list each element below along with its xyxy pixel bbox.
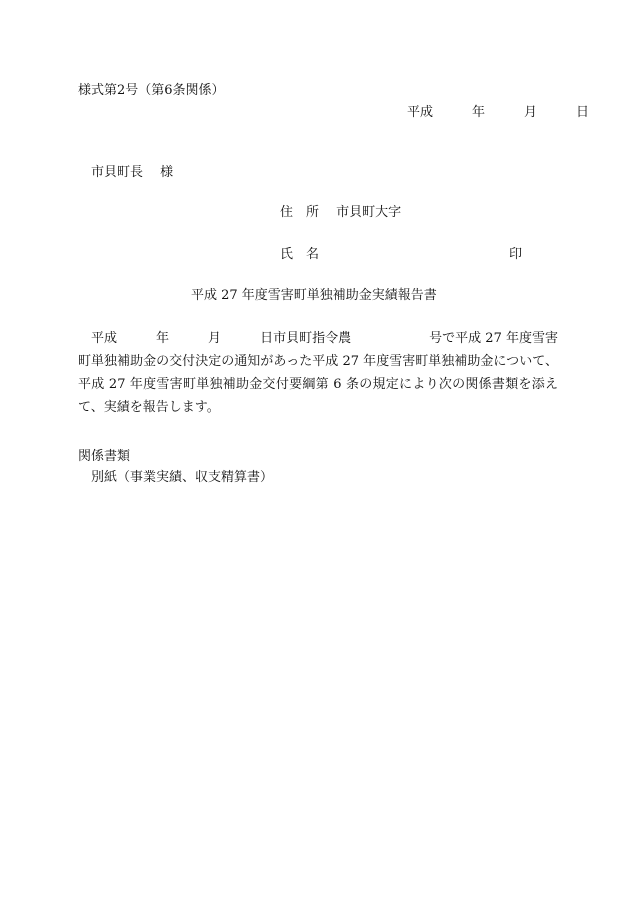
- name-line: 氏 名: [280, 247, 320, 262]
- document-title: 平成 27 年度雪害町単独補助金実績報告書: [191, 288, 437, 303]
- address-line: 住 所 市貝町大字: [280, 205, 402, 220]
- addressee: 市貝町長 様: [91, 165, 174, 180]
- attachments-item: 別紙（事業実績、収支精算書）: [91, 470, 274, 485]
- seal-mark: 印: [509, 247, 523, 262]
- body-text: 平成 年 月 日市貝町指令農 号で平成 27 年度雪害町単独補助金の交付決定の通知があった平成 27 年度雪害町単独補助金について、平成 27 年度雪害町単独補助金交付要綱第 6 条の規定により次の関係書類を添えて、実績を報告します。: [78, 331, 558, 415]
- form-number: 様式第2号（第6条関係）: [78, 83, 225, 98]
- attachments-heading: 関係書類: [78, 449, 131, 464]
- date-line: 平成 年 月 日: [407, 105, 590, 120]
